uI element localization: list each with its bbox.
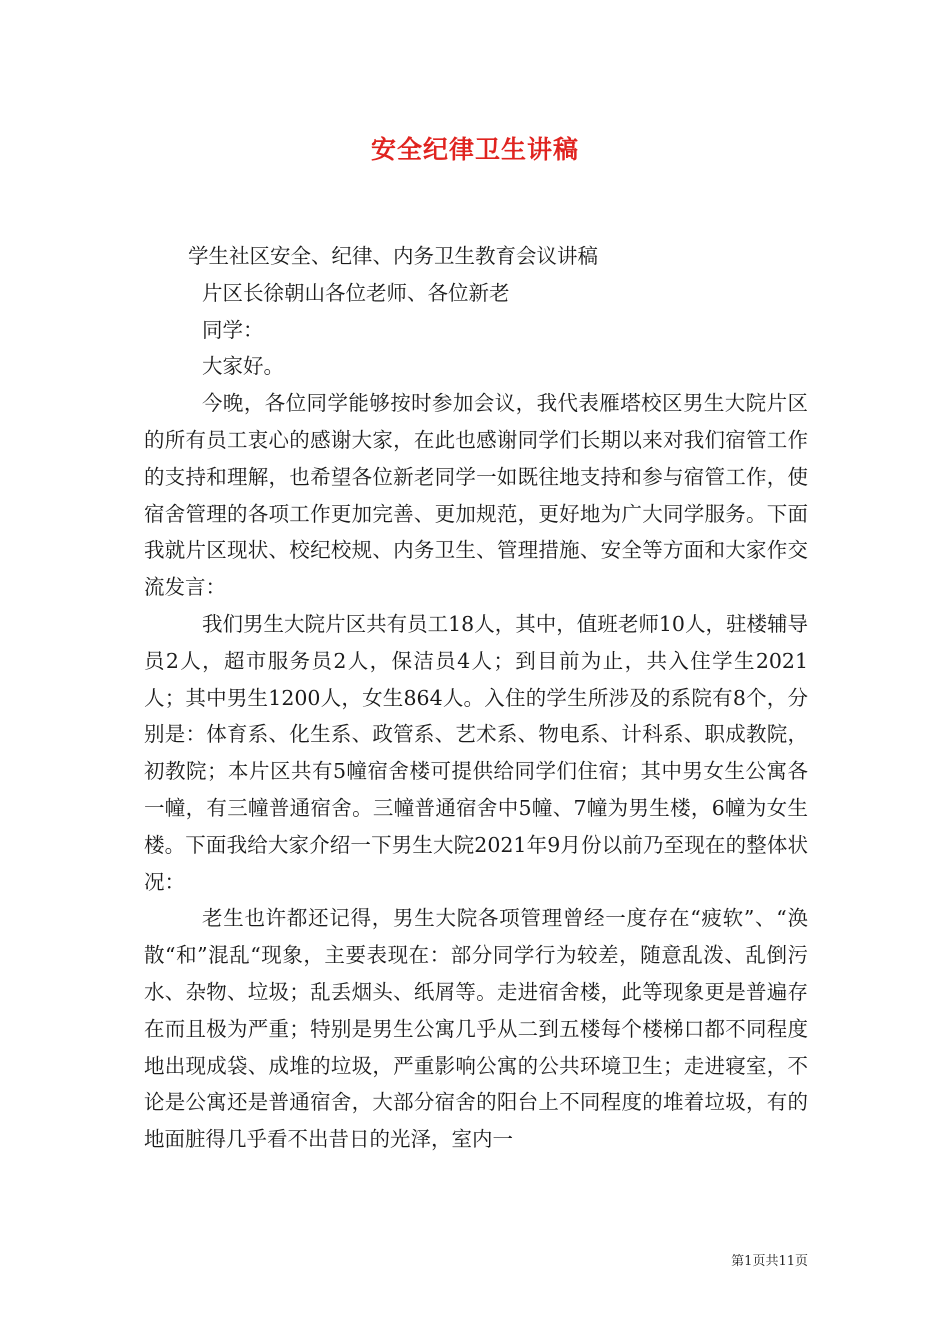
- document-title: 安全纪律卫生讲稿: [370, 135, 579, 164]
- speaker-line: 片区长徐朝山各位老师、各位新老: [202, 280, 510, 305]
- document-body: [144, 238, 808, 1158]
- greeting: 大家好。: [202, 354, 284, 379]
- paragraph-status: 我们男生大院片区共有员工18人，其中，值班老师10人，驻楼辅导员2人，超市服务员2人，保洁员4人；到目前为止，共入住学生2021人；其中男生1200人，女生864人。入住的学生所涉及的系院有8个，分别是：体育系、化生系、政管系、艺术系、物电系、计科系、职成教院，初教院；本片区共有5幢宿舍楼可提供给同学们住宿；其中男女生公寓各一幢，有三幢普通宿舍。三幢普通宿舍中5幢、7幢为男生楼，6幢为女生楼。下面我给大家介绍一下男生大院2021年9月份以前乃至现在的整体状况：: [144, 611, 808, 894]
- page-number: 第1页共11页: [731, 1254, 808, 1269]
- paragraph-problems: 老生也许都还记得，男生大院各项管理曾经一度存在“疲软”、“涣散“和”混乱“现象，主要表现在：部分同学行为较差，随意乱泼、乱倒污水、杂物、垃圾；乱丢烟头、纸屑等。走进宿舍楼，此等现象更是普遍存在而且极为严重；特别是男生公寓几乎从二到五楼每个楼梯口都不同程度地出现成袋、成堆的垃圾，严重影响公寓的公共环境卫生；走进寝室，不论是公寓还是普通宿舍，大部分宿舍的阳台上不同程度的堆着垃圾，有的地面脏得几乎看不出昔日的光泽，室内一: [144, 906, 808, 1152]
- salutation: 同学：: [202, 317, 264, 342]
- subtitle: 学生社区安全、纪律、内务卫生教育会议讲稿: [188, 244, 598, 268]
- paragraph-intro: 今晚，各位同学能够按时参加会议，我代表雁塔校区男生大院片区的所有员工衷心的感谢大家，在此也感谢同学们长期以来对我们宿管工作的支持和理解，也希望各位新老同学一如既往地支持和参与宿管工作，使宿舍管理的各项工作更加完善、更加规范，更好地为广大同学服务。下面我就片区现状、校纪校规、内务卫生、管理措施、安全等方面和大家作交流发言：: [144, 391, 808, 600]
